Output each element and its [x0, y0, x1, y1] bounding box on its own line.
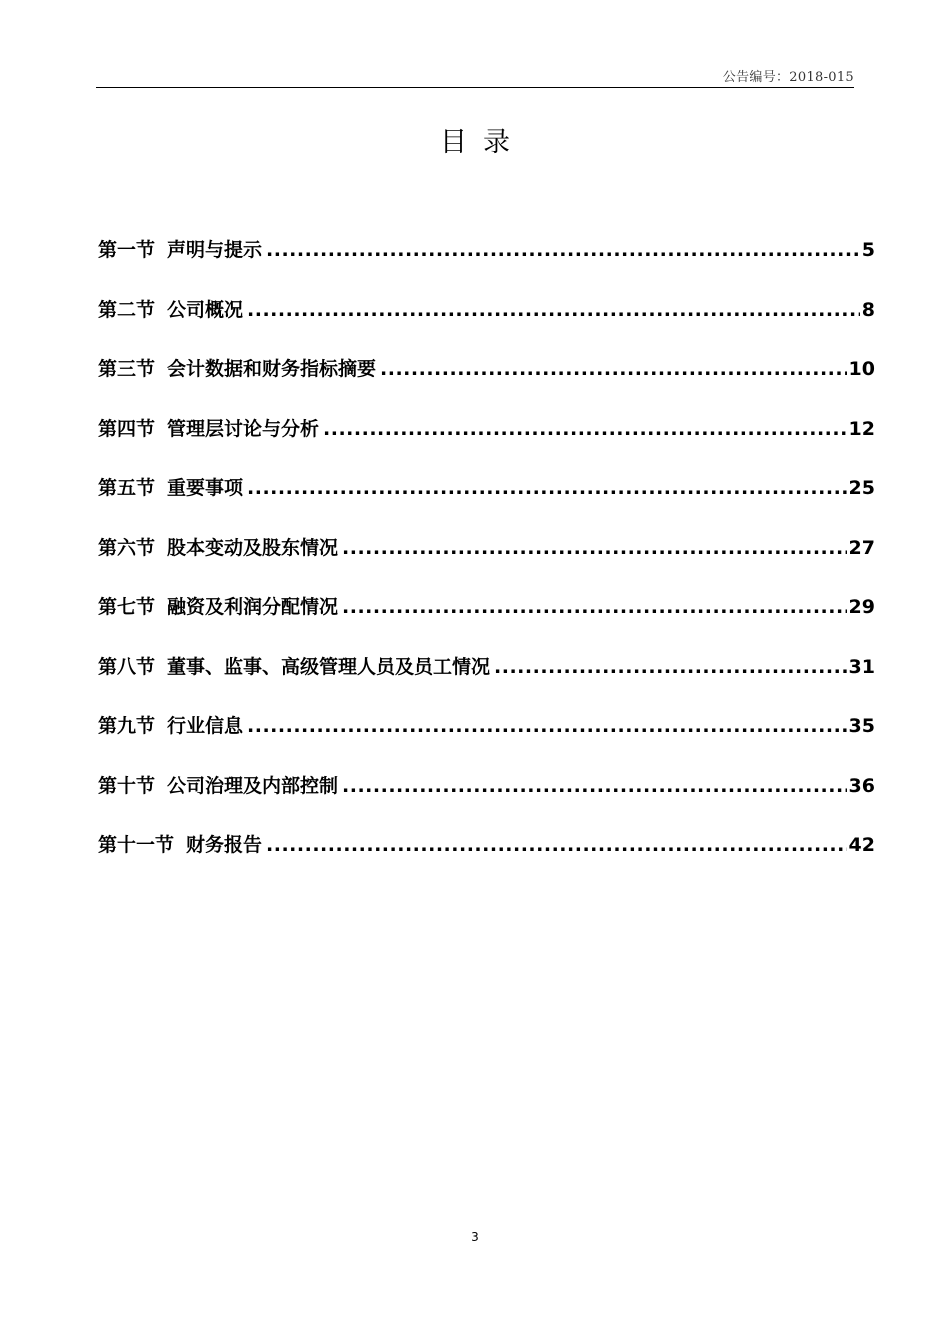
- toc-leader-dots: [266, 827, 847, 863]
- toc-page-number: 5: [861, 239, 875, 261]
- toc-leader-dots: [342, 768, 847, 804]
- page-title: 目录: [440, 127, 526, 158]
- toc-page-number: 31: [848, 655, 875, 678]
- toc-section-number: 第一节: [98, 239, 156, 261]
- toc-section-title: 股本变动及股东情况: [167, 536, 339, 559]
- toc-section-title: 行业信息: [167, 715, 244, 737]
- toc-leader-dots: [342, 589, 847, 625]
- toc-page-number: 29: [848, 596, 875, 618]
- toc-section-number: 第十节: [98, 774, 156, 797]
- toc-section-title: 公司概况: [167, 298, 244, 321]
- toc-section-number: 第三节: [98, 358, 156, 380]
- toc-section-number: 第八节: [98, 655, 156, 678]
- toc-page-number: 12: [848, 417, 875, 440]
- toc-page-number: 36: [848, 774, 875, 797]
- toc-entry-9[interactable]: [98, 708, 875, 768]
- toc-entry-10[interactable]: [98, 768, 875, 828]
- toc-leader-dots: [247, 470, 847, 506]
- toc-entry-5[interactable]: [98, 470, 875, 530]
- toc-leader-dots: [494, 649, 847, 685]
- toc-section-number: 第四节: [98, 417, 156, 440]
- toc-entry-4[interactable]: [98, 411, 875, 471]
- toc-page-number: 42: [848, 834, 875, 856]
- toc-page-number: 35: [848, 715, 875, 737]
- toc-section-number: 第六节: [98, 536, 156, 559]
- toc-section-title: 财务报告: [186, 834, 263, 856]
- toc-entry-6[interactable]: [98, 530, 875, 590]
- toc-section-title: 声明与提示: [167, 239, 263, 261]
- announcement-number: 公告编号：2018-015: [722, 70, 854, 85]
- toc-leader-dots: [266, 232, 860, 268]
- toc-section-number: 第二节: [98, 298, 156, 321]
- toc-page-number: 10: [848, 358, 875, 380]
- toc-page-number: 25: [848, 477, 875, 499]
- toc-leader-dots: [342, 530, 847, 566]
- toc-section-number: 第九节: [98, 715, 156, 737]
- toc-section-number: 第七节: [98, 596, 156, 618]
- toc-section-title: 重要事项: [167, 477, 244, 499]
- toc-section-number: 第十一节: [98, 834, 175, 856]
- toc-section-title: 会计数据和财务指标摘要: [167, 358, 377, 380]
- toc-entry-3[interactable]: [98, 351, 875, 411]
- toc-section-title: 董事、监事、高级管理人员及员工情况: [167, 655, 491, 678]
- toc-leader-dots: [247, 708, 847, 744]
- header-divider: [96, 87, 854, 88]
- toc-section-title: 管理层讨论与分析: [167, 417, 320, 440]
- table-of-contents: [98, 232, 875, 887]
- toc-section-title: 融资及利润分配情况: [167, 596, 339, 618]
- toc-entry-2[interactable]: [98, 292, 875, 352]
- toc-leader-dots: [247, 292, 860, 328]
- toc-page-number: 27: [848, 536, 875, 559]
- page-number: 3: [471, 1230, 479, 1244]
- toc-entry-7[interactable]: [98, 589, 875, 649]
- toc-section-number: 第五节: [98, 477, 156, 499]
- toc-page-number: 8: [861, 298, 875, 321]
- toc-entry-11[interactable]: [98, 827, 875, 887]
- toc-entry-8[interactable]: [98, 649, 875, 709]
- toc-section-title: 公司治理及内部控制: [167, 774, 339, 797]
- toc-leader-dots: [323, 411, 847, 447]
- toc-leader-dots: [380, 351, 847, 387]
- toc-entry-1[interactable]: [98, 232, 875, 292]
